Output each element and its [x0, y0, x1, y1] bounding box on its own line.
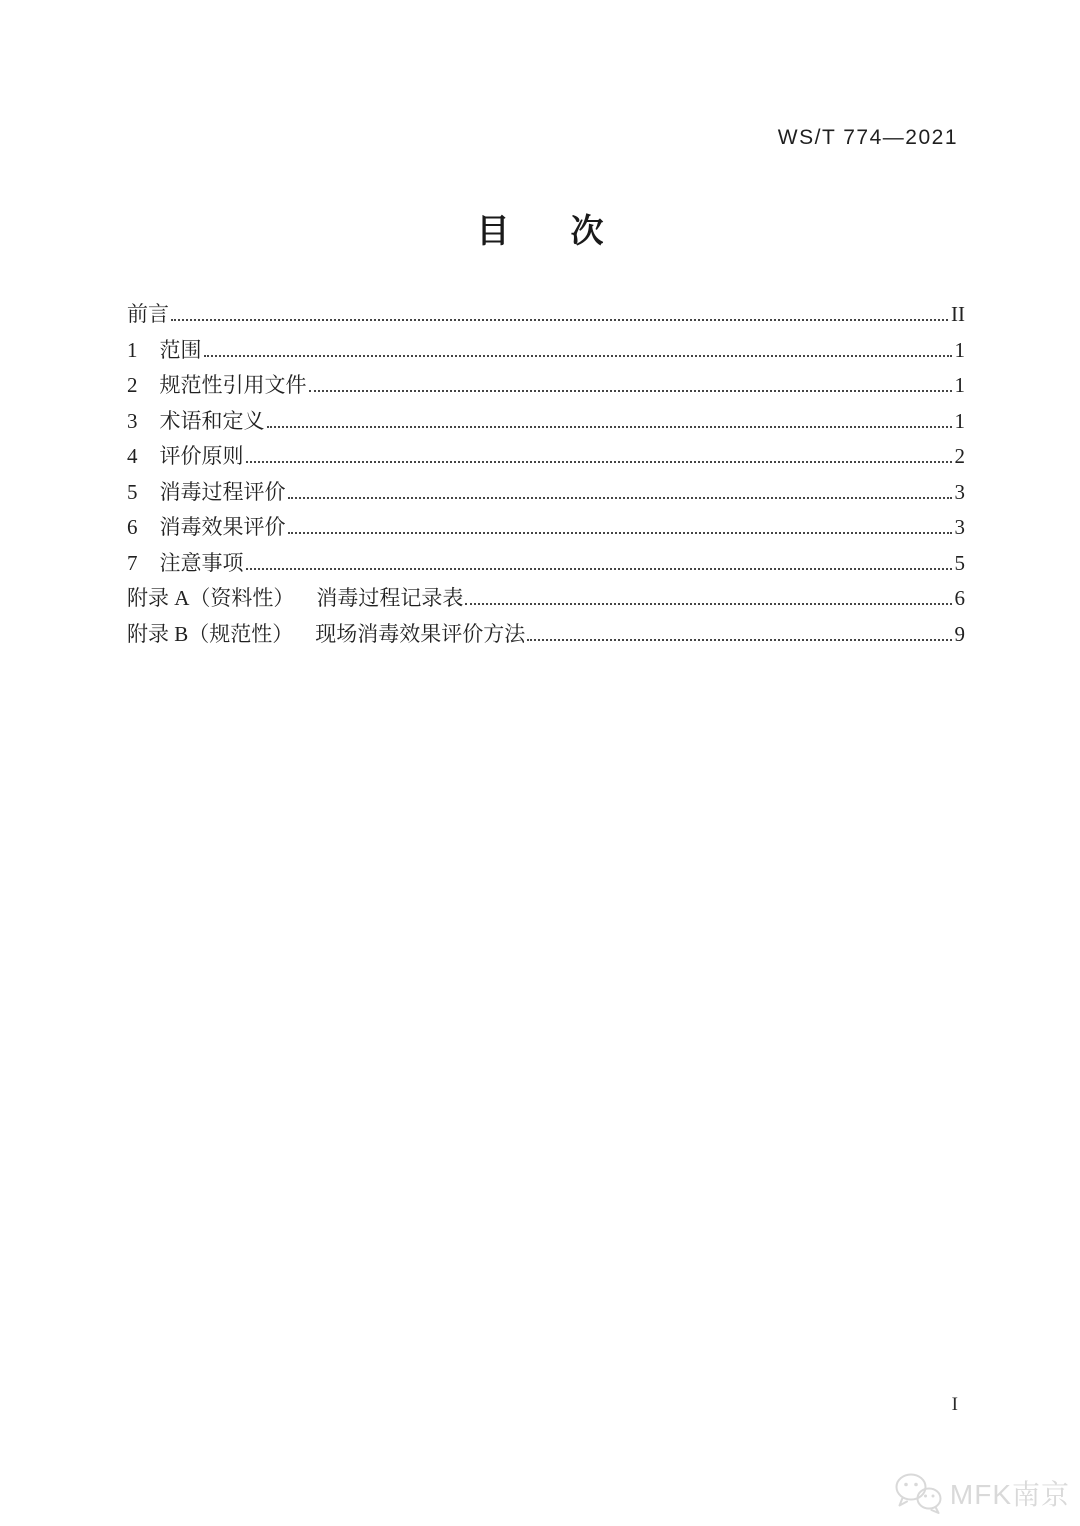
toc-entry-page: 9 [954, 621, 965, 646]
toc-entry-title: 消毒过程记录表 [316, 586, 464, 610]
toc-entry-page: 1 [954, 337, 965, 362]
toc-entry [127, 439, 965, 475]
wechat-icon [893, 1472, 943, 1514]
toc-entry-num: 1 [127, 337, 138, 362]
toc-entry-title: 前言 [127, 302, 169, 326]
footer-page-number: I [951, 1394, 958, 1415]
toc-leader-dots [527, 639, 951, 641]
toc-entry-title: 消毒效果评价 [159, 515, 286, 539]
toc-leader-dots [288, 497, 952, 499]
toc-entry-title: 术语和定义 [159, 408, 265, 433]
toc-entry-title: 消毒过程评价 [159, 479, 286, 504]
toc-entry [127, 297, 965, 333]
toc-entry-num: 3 [127, 408, 138, 433]
toc-leader-dots [465, 603, 951, 605]
watermark-label: MFK南京 [949, 1479, 1070, 1510]
toc-entry-title: 评价原则 [159, 444, 244, 468]
toc-entry-num: 6 [127, 515, 138, 539]
toc-entry-page: II [951, 302, 965, 326]
toc-entry-page: 2 [954, 444, 965, 468]
toc-leader-dots [309, 390, 952, 392]
toc-leader-dots [246, 461, 952, 463]
toc-entry-title: 注意事项 [159, 550, 244, 575]
toc-entry [127, 475, 965, 511]
toc-entry-title: 规范性引用文件 [159, 373, 307, 397]
toc-leader-dots [267, 426, 952, 428]
toc-entry [127, 404, 965, 440]
toc-entry-num: 附录 B（规范性） [127, 621, 294, 646]
toc-entry [127, 546, 965, 582]
toc-entry-num: 5 [127, 479, 138, 504]
toc-entry-num: 4 [127, 444, 138, 468]
doc-code: WS/T 774—2021 [777, 126, 958, 149]
toc-leader-dots [171, 319, 948, 321]
toc-leader-dots [288, 532, 952, 534]
toc-entry [127, 510, 965, 546]
toc-entry [127, 333, 965, 369]
toc-entry-num: 2 [127, 373, 138, 397]
toc-list [127, 297, 965, 652]
toc-entry [127, 617, 965, 653]
watermark [893, 1472, 1070, 1514]
toc-entry-title: 范围 [159, 337, 202, 362]
toc-entry [127, 368, 965, 404]
toc-entry-num: 附录 A（资料性） [127, 586, 295, 610]
toc-entry-page: 1 [954, 408, 965, 433]
toc-entry-page: 3 [954, 479, 965, 504]
page-title: 目 次 [476, 214, 618, 250]
toc-entry-page: 3 [954, 515, 965, 539]
toc-entry-page: 5 [954, 550, 965, 575]
toc-entry-page: 6 [954, 586, 965, 610]
toc-entry-title: 现场消毒效果评价方法 [315, 621, 526, 646]
toc-leader-dots [204, 355, 952, 357]
toc-entry-page: 1 [954, 373, 965, 397]
toc-entry [127, 581, 965, 617]
toc-entry-num: 7 [127, 550, 138, 575]
toc-leader-dots [246, 568, 952, 570]
